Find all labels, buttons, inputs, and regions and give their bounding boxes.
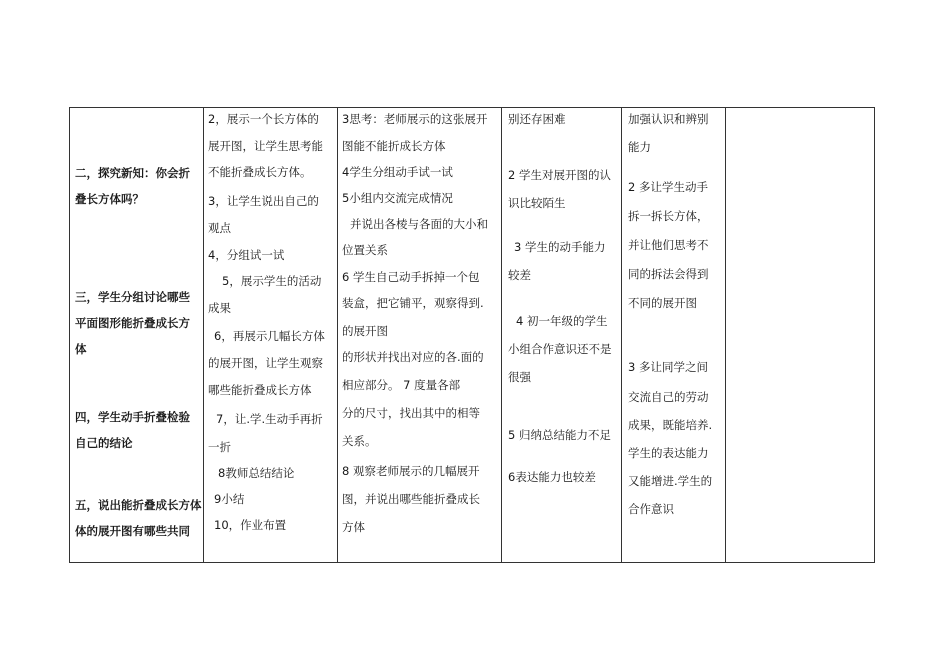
step-line: 体的展开图有哪些共同 (75, 524, 190, 538)
step-line: 叠长方体吗？ (75, 192, 144, 206)
teacher-line: 8教师总结结论 (218, 466, 295, 480)
teacher-line: 7，让.学.生动手再折 (216, 412, 323, 426)
strategy-line: 拆一拆长方体， (628, 209, 709, 223)
teacher-line: 展开图，让学生思考能 (208, 139, 323, 153)
step-line: 四，学生动手折叠检验 (75, 410, 190, 424)
strategy-line: 2 多让学生动手 (628, 180, 708, 194)
step-line: 平面图形能折叠成长方 (75, 316, 190, 330)
student-line: 5小组内交流完成情况 (342, 191, 453, 205)
strategy-line: 并让他们思考不 (628, 238, 709, 252)
difficulty-line: 5 归纳总结能力不足 (508, 428, 611, 442)
column-student-activity (338, 108, 502, 562)
strategy-line: 加强认识和辨别 (628, 112, 709, 126)
difficulty-line: 识比较陌生 (508, 196, 566, 210)
teacher-line: 观点 (208, 221, 231, 235)
step-line: 三，学生分组讨论哪些 (75, 290, 190, 304)
strategy-line: 3 多让同学之间 (628, 360, 708, 374)
difficulty-line: 小组合作意识还不是 (508, 342, 612, 356)
strategy-line: 又能增进.学生的 (628, 474, 713, 488)
strategy-line: 能力 (628, 140, 651, 154)
teacher-line: 不能折叠成长方体。 (208, 165, 312, 179)
step-line: 二，探究新知：你会折 (75, 166, 190, 180)
difficulty-line: 3 学生的动手能力 (514, 240, 606, 254)
column-teacher-activity (204, 108, 338, 562)
teacher-line: 6，再展示几幅长方体 (214, 329, 325, 343)
teacher-line: 9小结 (214, 492, 245, 506)
teacher-line: 5，展示学生的活动 (222, 274, 322, 288)
student-line: 3思考：老师展示的这张展开 (342, 112, 488, 126)
column-notes (726, 108, 876, 562)
student-line: 图能不能折成长方体 (342, 139, 446, 153)
strategy-line: 同的拆法会得到 (628, 267, 709, 281)
student-line: 分的尺寸，找出其中的相等 (342, 406, 480, 420)
student-line: 8 观察老师展示的几幅展开 (342, 464, 480, 478)
student-line: 的形状并找出对应的各.面的 (342, 350, 484, 364)
strategy-line: 合作意识 (628, 502, 674, 516)
student-line: 并说出各棱与各面的大小和 (350, 217, 488, 231)
strategy-line: 成果，既能培养. (628, 418, 713, 432)
teacher-line: 2，展示一个长方体的 (208, 112, 319, 126)
teacher-line: 成果 (208, 301, 231, 315)
difficulty-line: 别还存困难 (508, 112, 566, 126)
teacher-line: 的展开图，让学生观察 (208, 356, 323, 370)
teacher-line: 哪些能折叠成长方体 (208, 383, 312, 397)
difficulty-line: 很强 (508, 370, 531, 384)
student-line: 4学生分组动手试一试 (342, 165, 453, 179)
student-line: 的展开图 (342, 324, 388, 338)
teacher-line: 3，让学生说出自己的 (208, 194, 319, 208)
teacher-line: 一折 (208, 440, 231, 454)
student-line: 方体 (342, 520, 365, 534)
difficulty-line: 4 初一年级的学生 (516, 314, 608, 328)
strategy-line: 学生的表达能力 (628, 446, 709, 460)
student-line: 位置关系 (342, 243, 388, 257)
column-learning-difficulties (502, 108, 622, 562)
step-line: 五，说出能折叠成长方体 (75, 498, 202, 512)
student-line: 装盒，把它铺平，观察得到. (342, 296, 484, 310)
difficulty-line: 较差 (508, 268, 531, 282)
student-line: 关系。 (342, 434, 377, 448)
strategy-line: 交流自己的劳动 (628, 390, 709, 404)
student-line: 图，并说出哪些能折叠成长 (342, 492, 480, 506)
teacher-line: 4，分组试一试 (208, 248, 285, 262)
column-teaching-steps (70, 108, 204, 562)
student-line: 6 学生自己动手拆掉一个包 (342, 270, 480, 284)
column-strategies (622, 108, 726, 562)
lesson-plan-table (69, 107, 875, 563)
step-line: 体 (75, 342, 87, 356)
difficulty-line: 2 学生对展开图的认 (508, 168, 611, 182)
teacher-line: 10，作业布置 (214, 518, 287, 532)
difficulty-line: 6表达能力也较差 (508, 470, 596, 484)
step-line: 自己的结论 (75, 436, 133, 450)
student-line: 相应部分。 7 度量各部 (342, 378, 461, 392)
strategy-line: 不同的展开图 (628, 296, 697, 310)
